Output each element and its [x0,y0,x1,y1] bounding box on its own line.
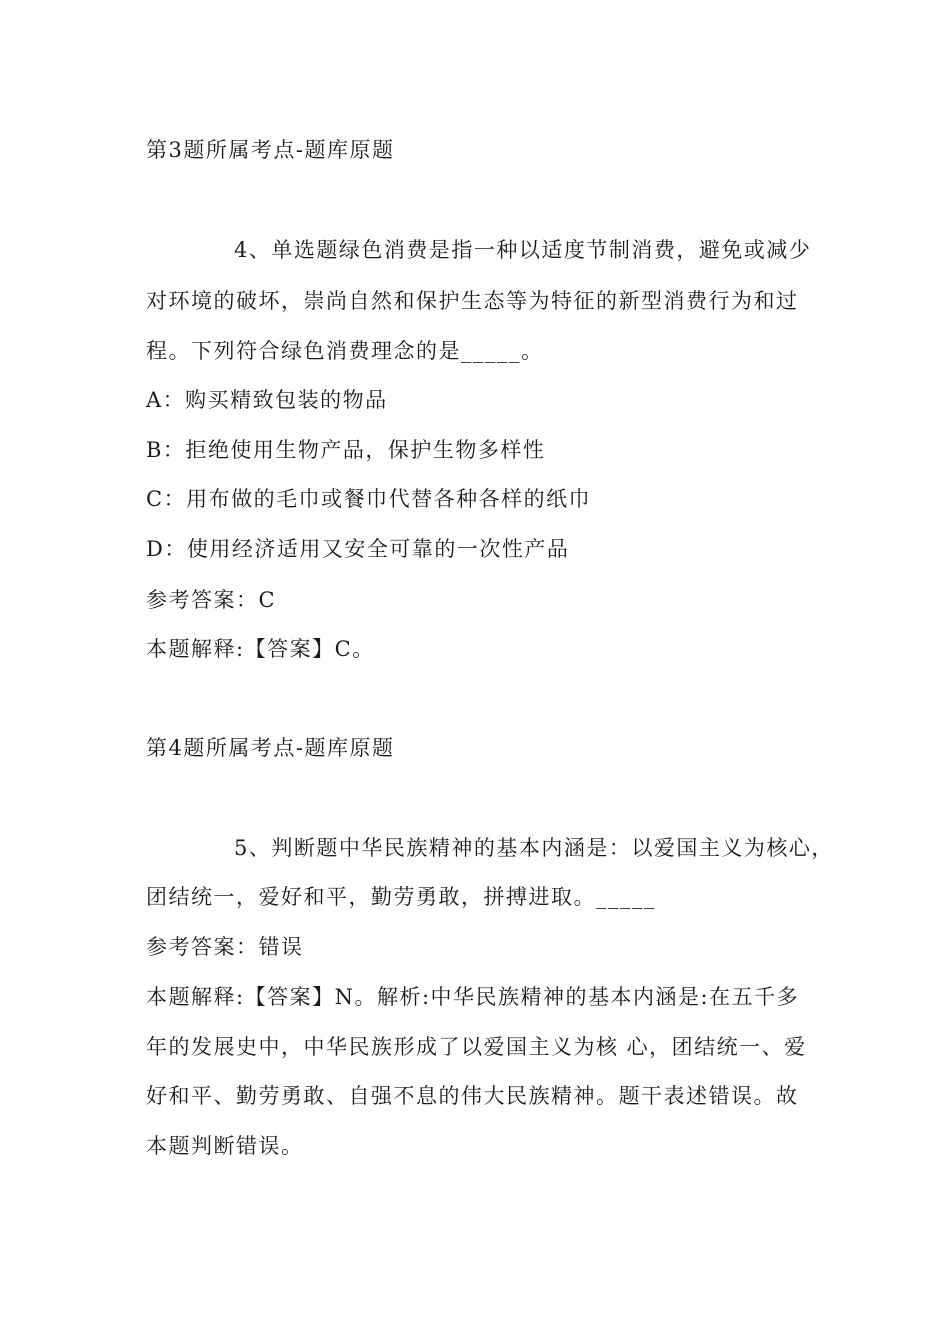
q4-explanation: 本题解释:【答案】C。 [146,637,375,661]
q4-option-c: C：用布做的毛巾或餐巾代替各种各样的纸巾 [146,487,592,511]
q5-explanation-line-3: 好和平、勤劳勇敢、自强不息的伟大民族精神。题干表述错误。故 [146,1084,799,1108]
q5-answer: 参考答案：错误 [146,935,304,959]
q5-stem-line-2: 团结统一，爱好和平，勤劳勇敢，拼搏进取。_____ [146,885,656,909]
q4-option-d: D：使用经济适用又安全可靠的一次性产品 [146,537,570,561]
q4-answer: 参考答案：C [146,588,277,612]
q5-explanation-line-1: 本题解释:【答案】N。解析:中华民族精神的基本内涵是:在五千多 [146,985,800,1009]
q5-explanation-line-2: 年的发展史中，中华民族形成了以爱国主义为核 心，团结统一、爱 [146,1035,807,1059]
q4-stem-line-2: 对环境的破坏，崇尚自然和保护生态等为特征的新型消费行为和过 [146,289,799,313]
q4-topic-heading: 第4题所属考点-题库原题 [146,736,395,760]
q5-explanation-line-4: 本题判断错误。 [146,1134,304,1158]
q4-option-a: A：购买精致包装的物品 [146,388,388,412]
q4-stem-line-1: 4、单选题绿色消费是指一种以适度节制消费，避免或减少 [234,238,812,262]
q4-stem-line-3: 程。下列符合绿色消费理念的是_____。 [146,339,544,363]
q5-stem-line-1: 5、判断题中华民族精神的基本内涵是：以爱国主义为核心， [234,836,834,860]
q4-option-b: B：拒绝使用生物产品，保护生物多样性 [146,438,546,462]
q3-topic-heading: 第3题所属考点-题库原题 [146,138,395,162]
